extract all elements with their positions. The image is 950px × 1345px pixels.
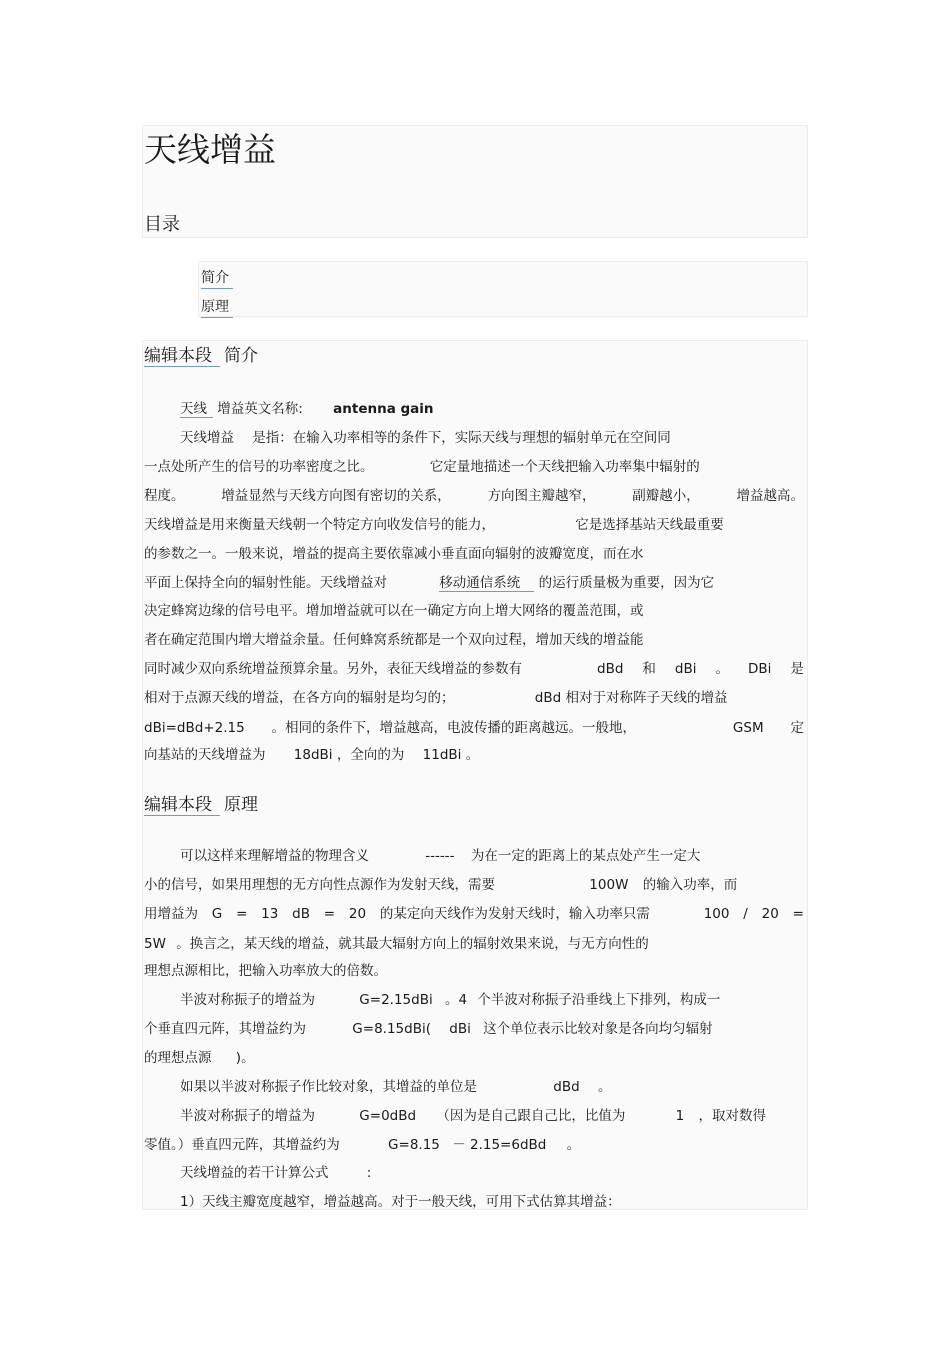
paragraph-line: 半波对称振子的增益为 G=2.15dBi 。4 个半波对称振子沿垂线上下排列，构成一	[180, 992, 721, 1008]
paragraph-line: 决定蜂窝边缘的信号电平。增加增益就可以在一确定方向上增大网络的覆盖范围，或	[144, 603, 644, 619]
paragraph-line: 天线增益 是指：在输入功率相等的条件下，实际天线与理想的辐射单元在空间同	[180, 430, 671, 446]
paragraph-line: 如果以半波对称振子作比较对象，其增益的单位是 dBd 。	[180, 1079, 612, 1095]
section-name: 原理	[224, 795, 258, 815]
edit-section-link[interactable]: 编辑本段	[144, 795, 220, 816]
section-heading-intro	[144, 343, 258, 369]
mobile-comm-system-link[interactable]: 移动通信系统	[439, 575, 534, 592]
paragraph-line: 天线增益的若干计算公式 :	[180, 1165, 372, 1181]
paragraph-line: 向基站的天线增益为 18dBi ，全向的为 11dBi 。	[144, 747, 480, 763]
paragraph-line: dBi=dBd+2.15 。相同的条件下，增益越高，电波传播的距离越远。一般地， GSM 定	[144, 720, 804, 736]
paragraph-line: 零值。）垂直四元阵，其增益约为 G=8.15 － 2.15=6dBd 。	[144, 1137, 581, 1153]
paragraph-line: 5W 。换言之，某天线的增益，就其最大辐射方向上的辐射效果来说，与无方向性的	[144, 936, 649, 952]
paragraph-line: 理想点源相比，把输入功率放大的倍数。	[144, 963, 387, 979]
paragraph-line: 个垂直四元阵，其增益约为 G=8.15dBi( dBi 这个单位表示比较对象是各向均匀辐射	[144, 1021, 713, 1037]
section-heading-principle	[144, 792, 258, 818]
paragraph-line: 同时减少双向系统增益预算余量。另外，表征天线增益的参数有 dBd 和 dBi 。 DBi 是	[144, 661, 804, 677]
paragraph-line: 程度。 增益显然与天线方向图有密切的关系， 方向图主瓣越窄， 副瓣越小， 增益越高。	[144, 488, 804, 504]
paragraph-line: 相对于点源天线的增益，在各方向的辐射是均匀的； dBd 相对于对称阵子天线的增益	[144, 690, 728, 706]
toc-item-intro[interactable]: 简介	[201, 268, 233, 289]
section-name: 简介	[224, 346, 258, 366]
paragraph-line: 一点处所产生的信号的功率密度之比。 它定量地描述一个天线把输入功率集中辐射的	[144, 459, 700, 475]
paragraph-line: 半波对称振子的增益为 G=0dBd （因为是自己跟自己比，比值为 1 ，取对数得	[180, 1108, 767, 1124]
paragraph-line: 天线增益是用来衡量天线朝一个特定方向收发信号的能力， 它是选择基站天线最重要	[144, 517, 724, 533]
paragraph-line: 用增益为 G = 13 dB = 20 的某定向天线作为发射天线时，输入功率只需 100 / 20 =	[144, 906, 804, 922]
paragraph-line: 天线 增益英文名称: antenna gain	[180, 401, 434, 417]
antenna-link[interactable]: 天线	[180, 401, 213, 418]
paragraph-line: 平面上保持全向的辐射性能。天线增益对 移动通信系统 的运行质量极为重要，因为它	[144, 575, 715, 591]
edit-section-link[interactable]: 编辑本段	[144, 346, 220, 367]
toc-item-principle[interactable]: 原理	[201, 297, 233, 318]
paragraph-line: 1）天线主瓣宽度越窄，增益越高。对于一般天线，可用下式估算其增益：	[180, 1194, 621, 1210]
page-title: 天线增益	[144, 130, 276, 169]
paragraph-line: 小的信号，如果用理想的无方向性点源作为发射天线，需要 100W 的输入功率，而	[144, 877, 738, 893]
toc-panel	[198, 261, 808, 317]
paragraph-line: 者在确定范围内增大增益余量。任何蜂窝系统都是一个双向过程，增加天线的增益能	[144, 632, 644, 648]
toc-heading: 目录	[144, 214, 180, 235]
paragraph-line: 的参数之一。一般来说，增益的提高主要依靠减小垂直面向辐射的波瓣宽度，而在水	[144, 546, 644, 562]
paragraph-line: 的理想点源 )。	[144, 1050, 255, 1066]
paragraph-line: 可以这样来理解增益的物理含义 ------ 为在一定的距离上的某点处产生一定大	[180, 848, 701, 864]
